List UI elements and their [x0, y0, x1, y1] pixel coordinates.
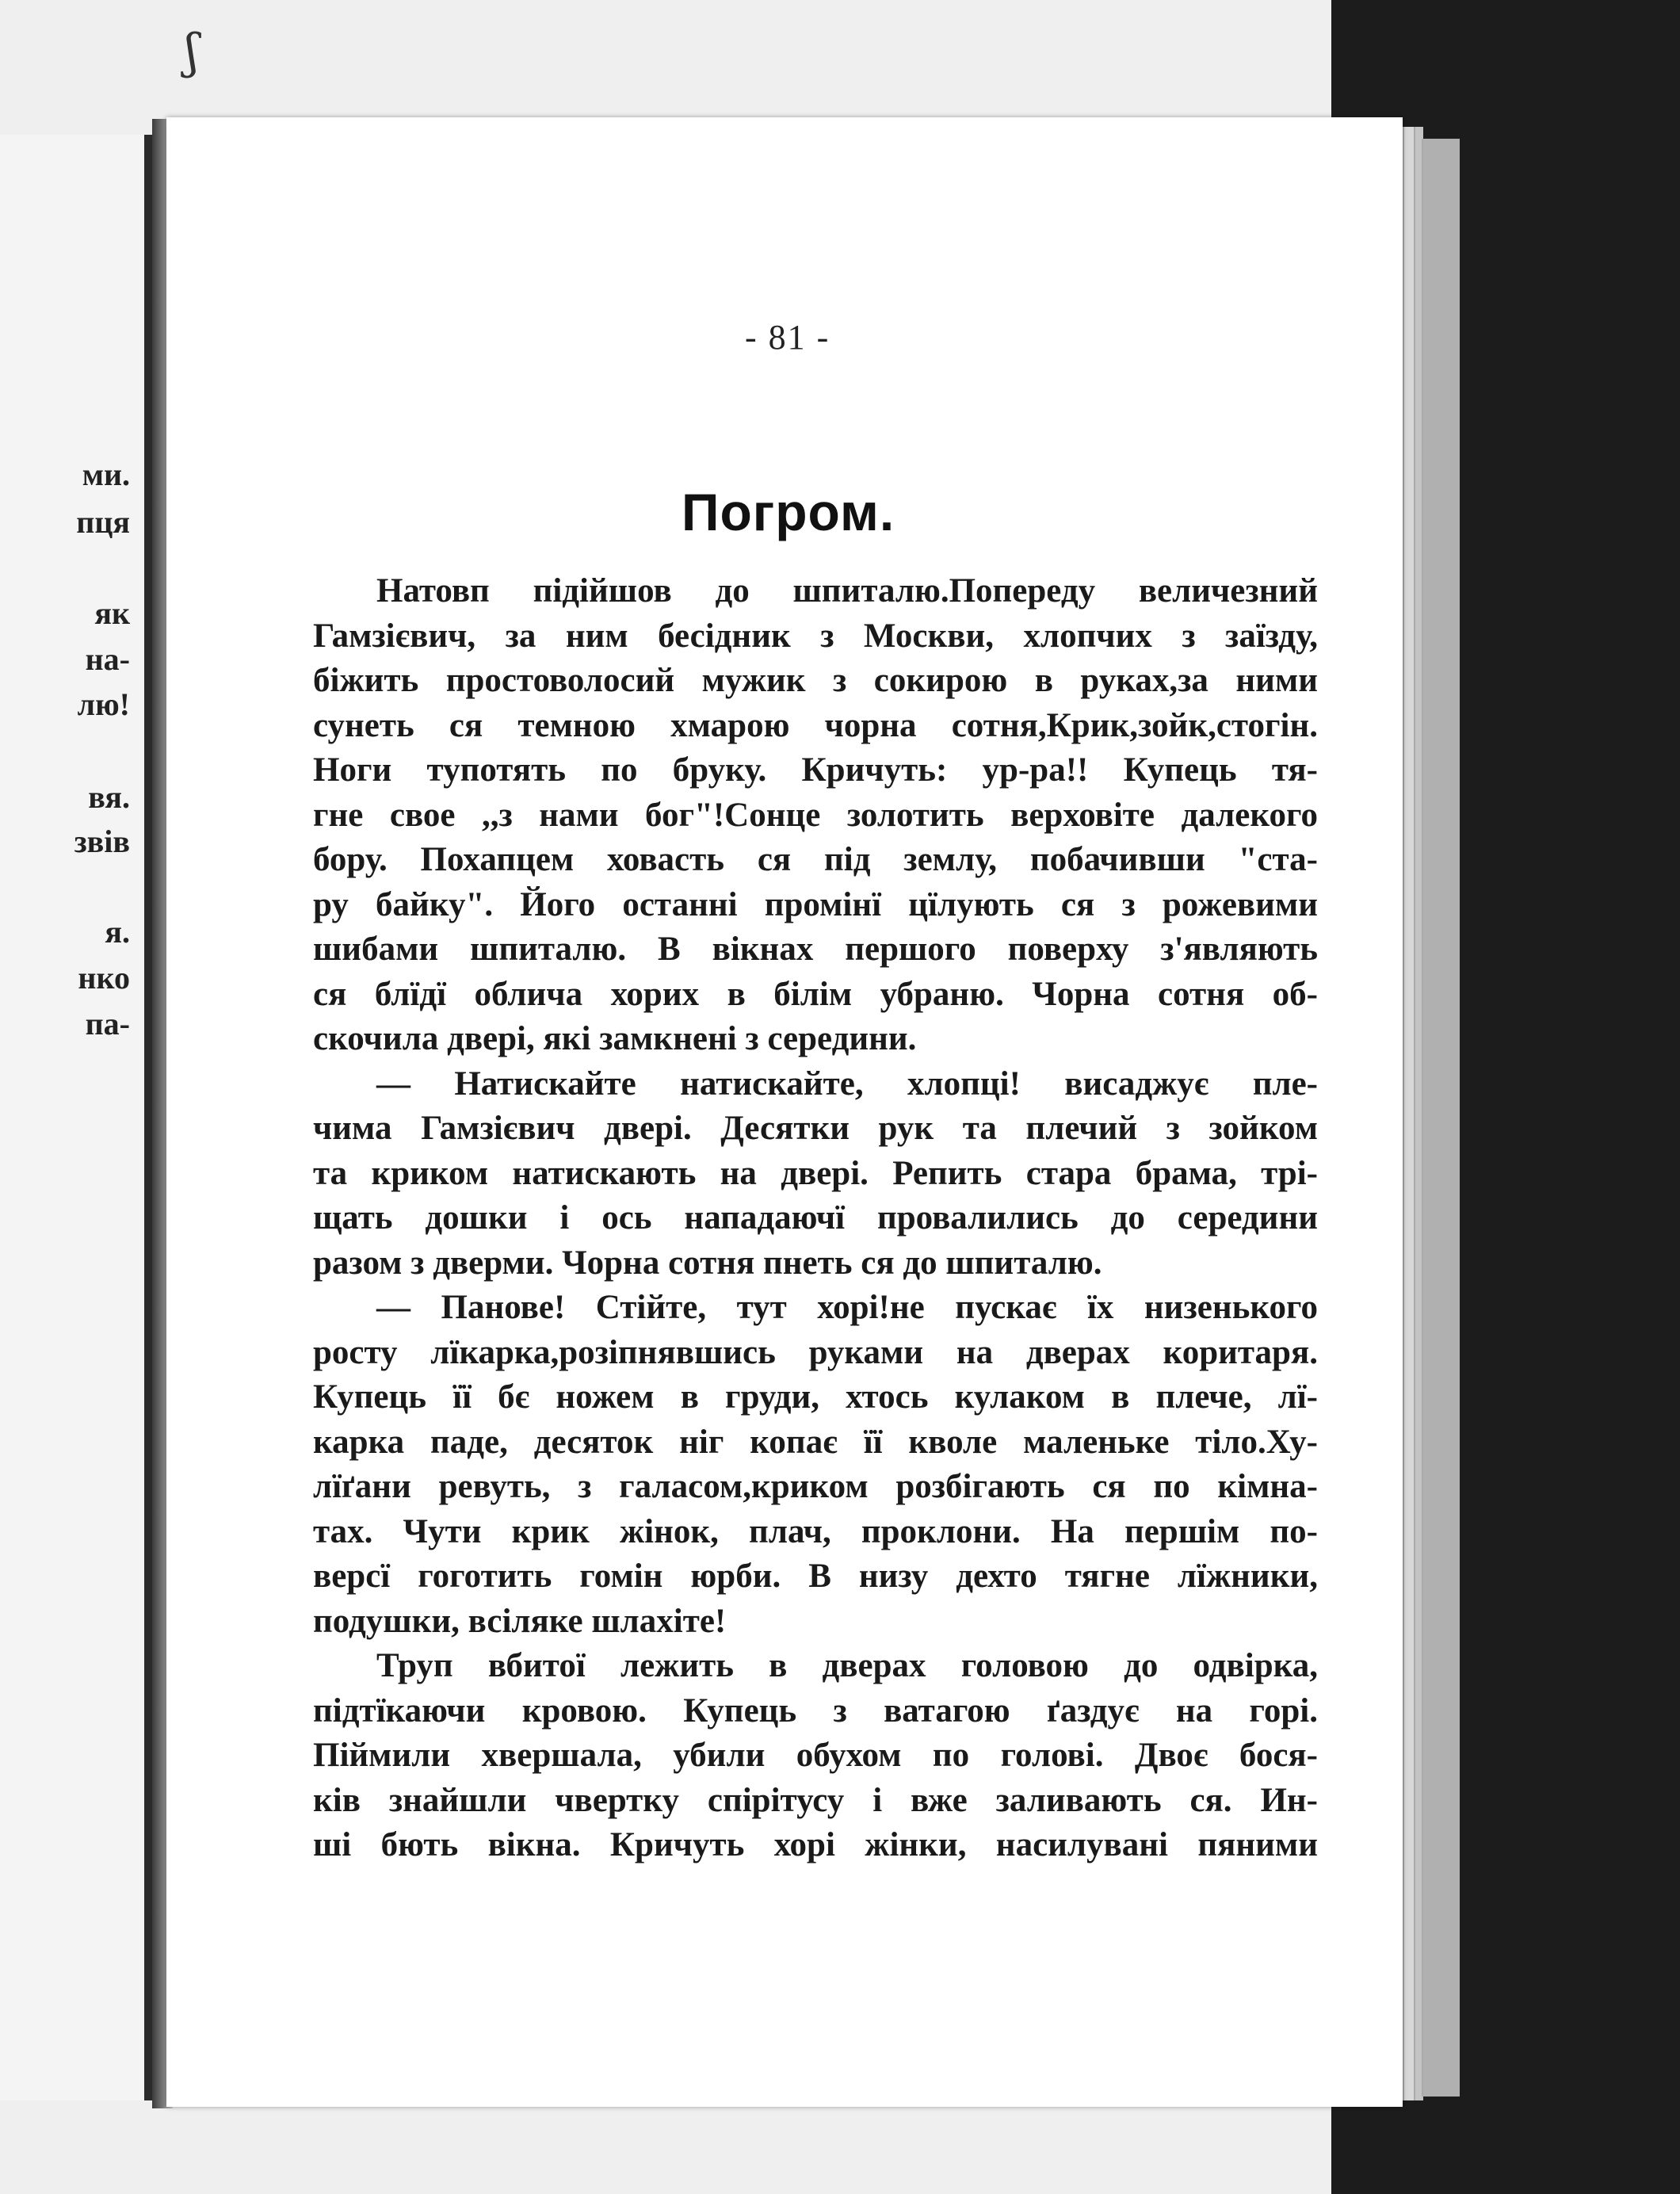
- left-page-fragment: на-: [85, 641, 130, 677]
- text-line: Ноги тупотять по бруку. Кричуть: ур-ра!! Купець тя-: [313, 751, 1318, 789]
- text-line: підтїкаючи кровою. Купець з ватагою ґаздує на горі.: [313, 1691, 1318, 1730]
- text-line: Натовп підійшов до шпиталю.Попереду величезний: [376, 572, 1318, 610]
- left-page-fragment: ми.: [82, 457, 130, 492]
- text-line: Купець її бє ножем в груди, хтось кулаком в плече, лї-: [313, 1378, 1318, 1416]
- left-page-fragment: вя.: [88, 779, 130, 815]
- text-line: разом з дверми. Чорна сотня пнеть ся до шпиталю.: [313, 1244, 1102, 1282]
- left-page-fragment: лю!: [77, 686, 130, 722]
- text-line: тах. Чути крик жінок, плач, проклони. На першім по-: [313, 1512, 1318, 1550]
- text-line: скочила двері, які замкнені з середини.: [313, 1020, 917, 1057]
- left-page: [0, 135, 152, 2100]
- text-line: подушки, всіляке шлахіте!: [313, 1602, 727, 1640]
- text-line: ру байку". Його останні промінї цїлують ся з рожевими: [313, 885, 1318, 923]
- text-line: карка паде, десяток ніг копає її кволе маленьке тіло.Ху-: [313, 1423, 1318, 1461]
- body-text: [313, 569, 1318, 1868]
- page-edge: [1422, 139, 1460, 2097]
- text-line: — Натискайте натискайте, хлопці! висаджує пле-: [376, 1065, 1318, 1103]
- text-line: ся блїдї облича хорих в білім убраню. Чорна сотня об-: [313, 975, 1318, 1013]
- text-line: росту лїкарка,розіпнявшись руками на дверах коритаря.: [313, 1333, 1318, 1371]
- text-line: бору. Похапцем ховасть ся під землу, побачивши "ста-: [313, 841, 1318, 878]
- left-page-fragment: па-: [85, 1006, 130, 1042]
- text-line: шибами шпиталю. В вікнах першого поверху з'являють: [313, 931, 1318, 968]
- left-page-fragment: пця: [76, 504, 130, 540]
- text-line: чима Гамзієвич двері. Десятки рук та плечий з зойком: [313, 1110, 1318, 1147]
- text-line: ші бють вікна. Кричуть хорі жінки, насилувані пяними: [313, 1826, 1318, 1863]
- left-page-fragment: звів: [74, 824, 130, 859]
- text-line: та криком натискають на двері. Репить стара брама, трі-: [313, 1154, 1318, 1192]
- text-line: гне свое ,,з нами бог"!Сонце золотить верховіте далекого: [313, 796, 1318, 834]
- margin-mark: ʃ: [185, 24, 199, 79]
- text-line: Піймили хвершала, убили обухом по голові. Двоє бося-: [313, 1737, 1318, 1774]
- text-line: сунеть ся темною хмарою чорна сотня,Крик,зойк,стогін.: [313, 706, 1318, 744]
- text-line: біжить простоволосий мужик з сокирою в руках,за ними: [313, 662, 1318, 699]
- left-page-fragment: я.: [105, 914, 130, 950]
- chapter-title: Погром.: [682, 483, 895, 541]
- text-line: щать дошки і ось нападаючї провалились до середини: [313, 1199, 1318, 1237]
- text-line: ків знайшли чвертку спірітусу і вже заливають ся. Ин-: [313, 1781, 1318, 1819]
- text-line: Гамзієвич, за ним бесідник з Москви, хлопчих з заїзду,: [313, 617, 1318, 655]
- page-number: - 81 -: [745, 318, 830, 357]
- left-page-fragment: нко: [78, 960, 130, 996]
- text-line: Труп вбитої лежить в дверах головою до одвірка,: [376, 1647, 1318, 1684]
- left-page-fragment: як: [94, 595, 130, 631]
- text-line: — Панове! Стійте, тут хорі!не пускає їх низенького: [376, 1289, 1318, 1326]
- text-line: версї гоготить гомін юрби. В низу дехто тягне лїжники,: [313, 1558, 1318, 1595]
- text-line: лїґани ревуть, з галасом,криком розбігають ся по кімна-: [313, 1468, 1318, 1505]
